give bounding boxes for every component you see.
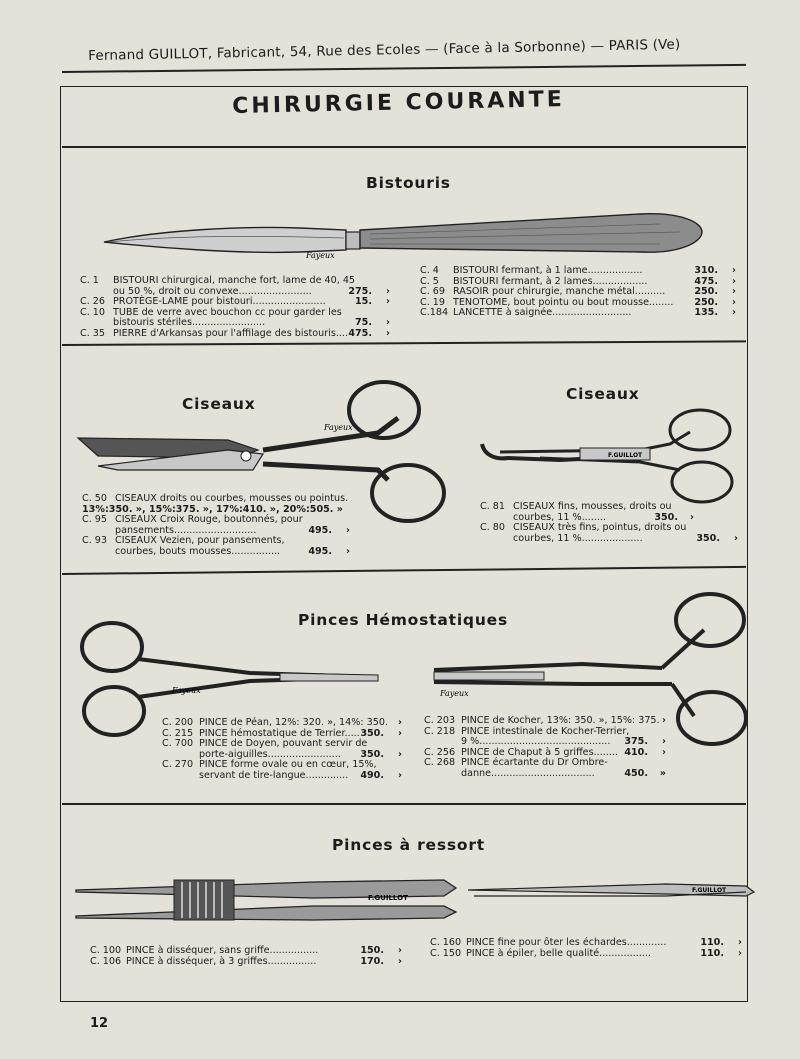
list-item: 13%:350. », 15%:375. », 17%:410. », 20%:505. » [82, 503, 343, 515]
list-item: C. 19 TENOTOME, bout pointu ou bout mousse........ 250. › [420, 296, 736, 308]
pinces-ressort-right-list [430, 938, 742, 959]
section-title-ciseaux: Ciseaux [566, 385, 640, 403]
engraver-signature: Fayeux [440, 689, 469, 698]
list-item: C. 203 PINCE de Kocher, 13%: 350. », 15%: 375. › [424, 715, 666, 726]
list-item: C. 218 PINCE intestinale de Kocher-Terrier, [424, 725, 630, 737]
pinces-hemostatiques-left-list [162, 718, 402, 782]
list-item: ou 50 %, droit ou convexe........................ 275. › [113, 285, 390, 297]
list-item: servant de tire-langue.............. 490. › [199, 769, 402, 781]
maker-mark: F.GUILLOT [368, 894, 408, 902]
maker-mark: F.GUILLOT [608, 452, 643, 459]
list-item: courbes, 11 %.................... 350. › [513, 532, 738, 544]
engraver-signature: Fayeux [324, 423, 353, 432]
list-item: C. 69 RASOIR pour chirurgie, manche métal.......... 250. › [420, 286, 736, 298]
list-item: C. 100 PINCE à disséquer, sans griffe................ 150. › [90, 945, 402, 956]
maker-mark: F.GUILLOT [692, 887, 727, 894]
ciseaux-right-list [480, 502, 738, 544]
section-divider [62, 803, 746, 805]
list-item: C. 81 CISEAUX fins, mousses, droits ou [480, 501, 672, 512]
list-item: courbes, 11 %........ 350. › [513, 511, 694, 523]
section-title-ciseaux: Ciseaux [182, 395, 256, 413]
list-item: pansements........................... 495. › [115, 524, 350, 536]
list-item: C. 5 BISTOURI fermant, à 2 lames.................. 475. › [420, 275, 736, 287]
list-item: bistouris stériles........................ 75. › [113, 317, 390, 329]
list-item: C. 4 BISTOURI fermant, à 1 lame.................. 310. › [420, 265, 736, 276]
list-item: C. 215 PINCE hémostatique de Terrier..... 350. › [162, 727, 402, 739]
fine-scissors-illustration [480, 408, 740, 504]
list-item: porte-aiguilles........................ 350. › [199, 748, 402, 760]
list-item: C. 150 PINCE à épiler, belle qualité................. 110. › [430, 947, 742, 959]
list-item: C.184 LANCETTE à saignée.......................... 135. › [420, 307, 736, 319]
page-number: 12 [90, 1016, 109, 1031]
bistouris-left-list [80, 276, 390, 340]
page-title: CHIRURGIE COURANTE [232, 87, 565, 119]
list-item: C. 160 PINCE fine pour ôter les échardes............. 110. › [430, 937, 742, 948]
list-item: C. 700 PINCE de Doyen, pouvant servir de [162, 738, 368, 750]
section-title-bistouris: Bistouris [366, 174, 451, 192]
pinces-hemostatiques-right-list [424, 716, 666, 780]
list-item: C. 26 PROTÈGE-LAME pour bistouri........................ 15. › [80, 296, 390, 308]
header-rule [62, 64, 746, 73]
pinces-ressort-left-list [90, 946, 402, 967]
list-item: danne.................................. 450. » [461, 767, 666, 779]
list-item: C. 35 PIERRE d'Arkansas pour l'affilage des bistouris.... 475. › [80, 327, 390, 339]
list-item: C. 93 CISEAUX Vezien, pour pansements, [82, 535, 285, 547]
list-item: C. 268 PINCE écartante du Dr Ombre- [424, 757, 608, 769]
list-item: C. 256 PINCE de Chaput à 5 griffes........ 410. › [424, 746, 666, 758]
list-item: C. 95 CISEAUX Croix Rouge, boutonnés, pour [82, 514, 303, 526]
list-item: 9 %........................................... 375. › [461, 736, 666, 748]
ciseaux-left-list [82, 494, 350, 558]
list-item: C. 270 PINCE forme ovale ou en cœur, 15%, [162, 759, 377, 771]
section-title-pinces-hemostatiques: Pinces Hémostatiques [298, 611, 508, 629]
fine-forceps-illustration [466, 880, 756, 904]
section-title-pinces-ressort: Pinces à ressort [332, 836, 485, 854]
list-item: C. 200 PINCE de Péan, 12%: 320. », 14%: 350. › [162, 717, 402, 728]
list-item: C. 80 CISEAUX très fins, pointus, droits ou [480, 522, 687, 534]
list-item: C. 10 TUBE de verre avec bouchon cc pour garder les [80, 306, 342, 318]
list-item: C. 1 BISTOURI chirurgical, manche fort, lame de 40, 45 [80, 275, 356, 286]
title-divider [62, 146, 746, 148]
list-item: courbes, bouts mousses................ 495. › [115, 545, 350, 557]
list-item: C. 50 CISEAUX droits ou courbes, mousses ou pointus. [82, 493, 349, 504]
scalpel-illustration [100, 202, 710, 264]
dissecting-forceps-illustration [74, 876, 458, 924]
engraver-signature: Fayeux [306, 251, 335, 260]
page-header: Fernand GUILLOT, Fabricant, 54, Rue des Ecoles — (Face à la Sorbonne) — PARIS (Ve) [88, 36, 681, 64]
bistouris-right-list [420, 266, 736, 319]
list-item: C. 106 PINCE à disséquer, à 3 griffes................ 170. › [90, 955, 402, 967]
engraver-signature: Fayeux [172, 686, 201, 695]
